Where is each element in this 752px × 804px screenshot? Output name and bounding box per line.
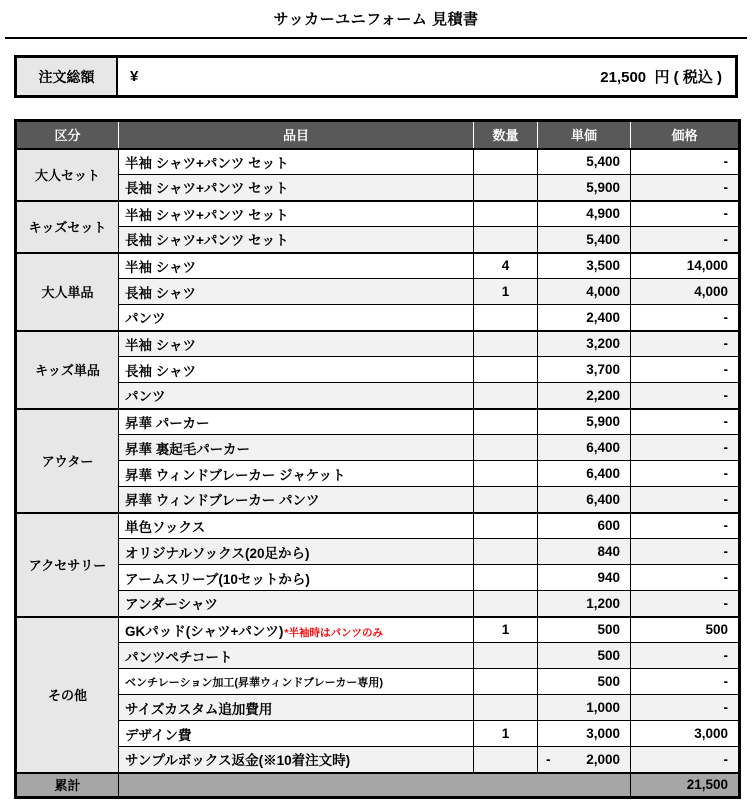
item-label: 昇華 裏起毛パーカー <box>125 441 250 457</box>
qty-cell <box>474 331 538 357</box>
qty-cell <box>474 695 538 721</box>
item-cell <box>119 565 474 591</box>
item-cell <box>119 253 474 279</box>
item-label: 昇華 ウィンドブレーカー パンツ <box>125 493 320 509</box>
table-row <box>16 487 740 513</box>
table-row <box>16 461 740 487</box>
unit-price-cell: 4,900 <box>538 201 631 227</box>
item-label: 単色ソックス <box>125 519 206 535</box>
qty-cell <box>474 175 538 201</box>
unit-price-cell: 600 <box>538 513 631 539</box>
table-row <box>16 357 740 383</box>
item-cell <box>119 721 474 747</box>
item-cell <box>119 643 474 669</box>
qty-cell <box>474 591 538 617</box>
table-row <box>16 383 740 409</box>
unit-price-cell: 2,400 <box>538 305 631 331</box>
unit-price-cell: 2,200 <box>538 383 631 409</box>
unit-price-cell: 3,200 <box>538 331 631 357</box>
minus-sign: - <box>546 751 551 767</box>
qty-cell <box>474 409 538 435</box>
unit-price-cell: 1,000 <box>538 695 631 721</box>
category-cell: キッズ単品 <box>16 331 119 409</box>
table-row <box>16 331 740 357</box>
qty-cell <box>474 565 538 591</box>
qty-cell <box>474 669 538 695</box>
table-row <box>16 695 740 721</box>
item-cell <box>119 617 474 643</box>
price-cell: - <box>631 305 740 331</box>
qty-cell <box>474 305 538 331</box>
item-label: 半袖 シャツ+パンツ セット <box>125 155 289 171</box>
total-label: 累計 <box>16 773 119 798</box>
header-category: 区分 <box>16 121 119 149</box>
table-row <box>16 435 740 461</box>
table-row <box>16 305 740 331</box>
unit-price-cell: 1,200 <box>538 591 631 617</box>
header-qty: 数量 <box>474 121 538 149</box>
item-cell <box>119 227 474 253</box>
item-label: アームスリーブ(10セットから) <box>125 571 310 587</box>
total-row <box>16 773 740 798</box>
table-row <box>16 201 740 227</box>
price-cell: 3,000 <box>631 721 740 747</box>
table-row <box>16 591 740 617</box>
unit-price-cell: 500 <box>538 617 631 643</box>
item-cell <box>119 539 474 565</box>
item-cell <box>119 461 474 487</box>
price-cell: - <box>631 435 740 461</box>
item-label: ベンチレーション加工(昇華ウィンドブレーカー専用) <box>125 676 384 689</box>
total-spacer-cell <box>119 773 631 798</box>
unit-price-cell <box>538 747 631 773</box>
unit-price-cell: 5,900 <box>538 409 631 435</box>
order-total-amount: 21,500 円 ( 税込 ) <box>600 69 722 86</box>
item-label: 半袖 シャツ <box>125 337 196 353</box>
currency-symbol: ¥ <box>130 68 139 85</box>
header-item: 品目 <box>119 121 474 149</box>
item-label: 半袖 シャツ <box>125 259 196 275</box>
price-cell: - <box>631 669 740 695</box>
item-cell <box>119 513 474 539</box>
table-row <box>16 565 740 591</box>
header-unit-price: 単価 <box>538 121 631 149</box>
table-row <box>16 721 740 747</box>
unit-price-cell: 840 <box>538 539 631 565</box>
price-cell: - <box>631 643 740 669</box>
table-row <box>16 279 740 305</box>
qty-cell <box>474 435 538 461</box>
price-cell: - <box>631 513 740 539</box>
item-cell <box>119 409 474 435</box>
price-cell: - <box>631 461 740 487</box>
unit-price-cell: 4,000 <box>538 279 631 305</box>
category-cell: アクセサリー <box>16 513 119 617</box>
item-label: サンプルボックス返金(※10着注文時) <box>125 753 351 769</box>
unit-price-cell: 3,700 <box>538 357 631 383</box>
item-cell <box>119 149 474 175</box>
price-cell: - <box>631 747 740 773</box>
item-cell <box>119 747 474 773</box>
order-total-label: 注文総額 <box>17 58 118 95</box>
item-label: アンダーシャツ <box>125 597 218 613</box>
item-cell <box>119 383 474 409</box>
unit-price-cell: 3,500 <box>538 253 631 279</box>
price-cell: - <box>631 331 740 357</box>
qty-cell <box>474 643 538 669</box>
item-cell <box>119 669 474 695</box>
price-cell: - <box>631 487 740 513</box>
order-total-box <box>14 55 738 98</box>
item-cell <box>119 487 474 513</box>
table-row <box>16 175 740 201</box>
qty-cell <box>474 487 538 513</box>
table-row <box>16 409 740 435</box>
table-row <box>16 643 740 669</box>
table-row <box>16 617 740 643</box>
item-label: 昇華 パーカー <box>125 415 210 431</box>
price-cell: - <box>631 539 740 565</box>
price-cell: - <box>631 149 740 175</box>
table-row <box>16 149 740 175</box>
header-price: 価格 <box>631 121 740 149</box>
qty-cell <box>474 149 538 175</box>
title-divider <box>5 37 747 39</box>
qty-cell: 1 <box>474 617 538 643</box>
item-cell <box>119 175 474 201</box>
item-cell <box>119 435 474 461</box>
category-cell: アウター <box>16 409 119 513</box>
table-row <box>16 513 740 539</box>
item-label: サイズカスタム追加費用 <box>125 701 273 717</box>
unit-price-cell: 500 <box>538 669 631 695</box>
price-cell: 500 <box>631 617 740 643</box>
qty-cell <box>474 201 538 227</box>
unit-price-value: 2,000 <box>586 751 620 767</box>
price-cell: - <box>631 695 740 721</box>
table-row <box>16 669 740 695</box>
price-cell: - <box>631 201 740 227</box>
item-label: 長袖 シャツ+パンツ セット <box>125 233 289 249</box>
price-cell: - <box>631 565 740 591</box>
total-price: 21,500 <box>631 773 740 798</box>
item-label: 長袖 シャツ <box>125 285 196 301</box>
qty-cell <box>474 539 538 565</box>
quote-table-body <box>16 149 740 798</box>
page-title: サッカーユニフォーム 見積書 <box>273 11 479 28</box>
item-cell <box>119 357 474 383</box>
category-cell: 大人単品 <box>16 253 119 331</box>
unit-price-cell: 5,400 <box>538 227 631 253</box>
order-total-value <box>118 58 735 95</box>
item-cell <box>119 279 474 305</box>
unit-price-cell: 5,400 <box>538 149 631 175</box>
table-row <box>16 253 740 279</box>
item-cell <box>119 305 474 331</box>
item-label: 長袖 シャツ <box>125 363 196 379</box>
price-cell: 4,000 <box>631 279 740 305</box>
category-cell: その他 <box>16 617 119 773</box>
unit-price-cell: 500 <box>538 643 631 669</box>
qty-cell: 1 <box>474 721 538 747</box>
item-label: 昇華 ウィンドブレーカー ジャケット <box>125 467 346 483</box>
item-label: パンツ <box>125 389 166 405</box>
item-label: 半袖 シャツ+パンツ セット <box>125 207 289 223</box>
price-cell: - <box>631 175 740 201</box>
unit-price-cell: 3,000 <box>538 721 631 747</box>
qty-cell <box>474 357 538 383</box>
table-row <box>16 747 740 773</box>
price-cell: 14,000 <box>631 253 740 279</box>
qty-cell <box>474 513 538 539</box>
qty-cell: 1 <box>474 279 538 305</box>
item-cell <box>119 591 474 617</box>
table-row <box>16 227 740 253</box>
price-cell: - <box>631 383 740 409</box>
qty-cell <box>474 461 538 487</box>
unit-price-cell: 6,400 <box>538 435 631 461</box>
category-cell: キッズセット <box>16 201 119 253</box>
table-row <box>16 539 740 565</box>
price-cell: - <box>631 227 740 253</box>
unit-price-cell: 6,400 <box>538 461 631 487</box>
unit-price-cell: 6,400 <box>538 487 631 513</box>
table-header-row <box>16 121 740 149</box>
item-label: オリジナルソックス(20足から) <box>125 545 310 561</box>
item-label: パンツペチコート <box>125 649 233 665</box>
item-note: *半袖時はパンツのみ <box>284 626 383 639</box>
item-cell <box>119 201 474 227</box>
item-label: デザイン費 <box>125 727 192 743</box>
item-label: 長袖 シャツ+パンツ セット <box>125 181 289 197</box>
price-cell: - <box>631 409 740 435</box>
qty-cell <box>474 227 538 253</box>
item-label: パンツ <box>125 311 166 327</box>
unit-price-cell: 5,900 <box>538 175 631 201</box>
price-cell: - <box>631 591 740 617</box>
price-cell: - <box>631 357 740 383</box>
item-cell <box>119 695 474 721</box>
qty-cell <box>474 747 538 773</box>
qty-cell <box>474 383 538 409</box>
qty-cell: 4 <box>474 253 538 279</box>
item-label: GKパッド(シャツ+パンツ) <box>125 623 284 639</box>
category-cell: 大人セット <box>16 149 119 201</box>
unit-price-cell: 940 <box>538 565 631 591</box>
item-cell <box>119 331 474 357</box>
quote-table <box>14 119 741 799</box>
